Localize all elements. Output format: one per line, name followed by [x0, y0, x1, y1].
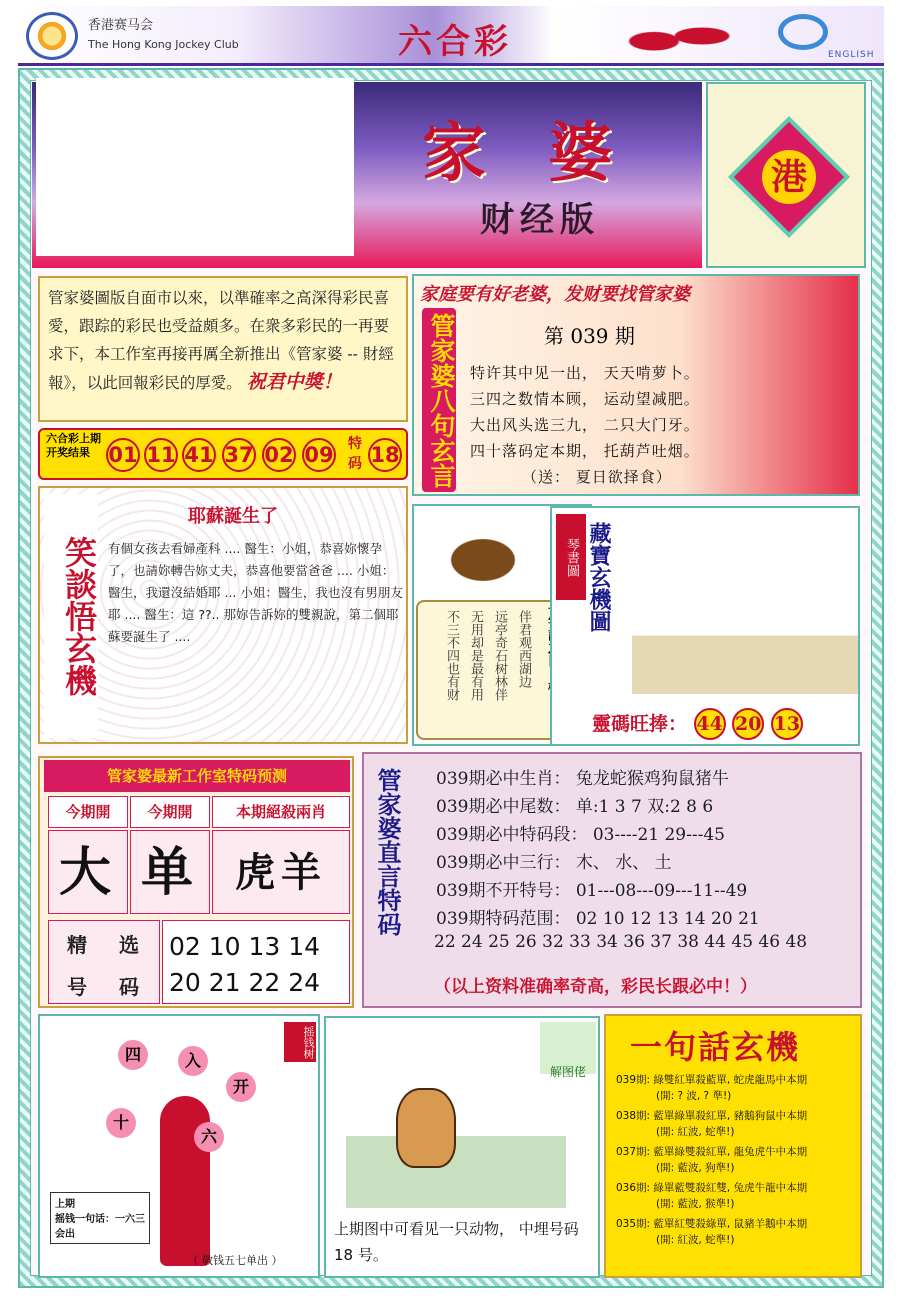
- special-label: 特码: [348, 436, 362, 472]
- cat-icon: [396, 1088, 456, 1168]
- hkjc-rings-icon[interactable]: [778, 14, 828, 50]
- lucky-ball: 44: [694, 708, 726, 740]
- select-char: 精: [67, 933, 87, 957]
- tree-icon: [160, 1096, 210, 1266]
- prediction-header: 本期絕殺兩肖: [212, 796, 350, 828]
- treasure-illustration: [632, 548, 858, 694]
- scroll-panel: [416, 600, 566, 740]
- jockey-club-logo-icon: [26, 12, 78, 60]
- sentence-item: 038期: 藍單綠單殺紅單, 豬鵝狗鼠中本期: [616, 1110, 808, 1122]
- page-title: 六合彩: [398, 22, 512, 62]
- header-bar: [18, 6, 884, 66]
- sentence-item: (開: 紅波, 蛇準!): [656, 1126, 735, 1138]
- banner-subtitle: 财经版: [480, 200, 600, 240]
- org-name-en: The Hong Kong Jockey Club: [88, 38, 239, 51]
- joke-panel: [38, 486, 408, 744]
- blank-panel: [36, 78, 354, 256]
- sentence-item: (開: 藍波, 狗準!): [656, 1162, 735, 1174]
- tree-fruit: 四: [118, 1040, 148, 1070]
- poem-line: 四十落码定本期， 托葫芦吐烟。: [470, 442, 700, 460]
- number-row: 20 21 22 24: [169, 968, 321, 997]
- prediction-big: 大: [48, 830, 128, 914]
- selected-numbers: [162, 920, 350, 1004]
- poem-line: 三四之数情本顾， 运动望减肥。: [470, 390, 700, 408]
- intro-text: 管家婆圖版自面市以來，以準確率之高深得彩民喜愛，跟踪的彩民也受益頗多。在衆多彩民的一再要求下，本工作室再接再厲全新推出《管家婆 -- 財經報》，以此回報彩民的厚愛。: [48, 289, 394, 392]
- sentence-item: 036期: 綠單藍雙殺紅雙, 兔虎牛龍中本期: [616, 1182, 808, 1194]
- tree-fruit: 十: [106, 1108, 136, 1138]
- lantern-char: 港: [762, 150, 816, 204]
- sentence-item: (開: ? 波, ? 準!): [656, 1090, 732, 1102]
- racehorse-icon: [428, 524, 538, 584]
- poem-line: 特许其中见一出， 天天啃萝卜。: [470, 364, 700, 382]
- sentence-item: 039期: 綠雙紅單殺藍單, 蛇虎龍馬中本期: [616, 1074, 808, 1086]
- result-ball: 01: [106, 438, 140, 472]
- horses-icon: [618, 10, 738, 62]
- lucky-numbers: [592, 708, 803, 740]
- tree-fruit: 六: [194, 1122, 224, 1152]
- prediction-kill-zodiac: 虎羊: [212, 830, 350, 914]
- result-ball: 11: [144, 438, 178, 472]
- lantern-panel: [706, 82, 866, 268]
- poem-panel: [412, 274, 860, 496]
- direct-row: 22 24 25 26 32 33 34 36 37 38 44 45 46 48: [434, 932, 808, 952]
- sentence-item: 035期: 藍單紅雙殺綠單, 鼠豬羊鵝中本期: [616, 1218, 808, 1230]
- lucky-ball: 20: [732, 708, 764, 740]
- direct-row: 039期必中三行： 木、 水、 土: [436, 853, 672, 873]
- result-ball: 09: [302, 438, 336, 472]
- issue-number: 第 039 期: [544, 324, 635, 348]
- poem-vertical-title: 管家婆八句玄言: [422, 308, 456, 492]
- direct-row: 039期必中尾数： 单:1 3 7 双:2 8 6: [436, 797, 714, 817]
- scroll-column: 不三不四也有财: [444, 610, 459, 701]
- money-tree-panel: [38, 1014, 320, 1278]
- tree-fruit: 入: [178, 1046, 208, 1076]
- result-ball: 02: [262, 438, 296, 472]
- poem-header: 家庭要有好老婆，发财要找管家婆: [420, 284, 690, 305]
- treasure-vertical-title: 藏寶玄機圖: [586, 522, 612, 632]
- results-label: 六合彩上期开奖结果: [46, 432, 101, 459]
- prediction-title: 管家婆最新工作室特码预测: [44, 760, 350, 792]
- banner-name: 家 婆: [422, 116, 633, 191]
- puzzle-caption: 上期图中可看见一只动物， 中埋号码 18 号。: [334, 1220, 579, 1264]
- scroll-column: 伴君观西湖边: [516, 610, 531, 688]
- direct-panel: [362, 752, 862, 1008]
- english-link[interactable]: ENGLISH: [828, 50, 875, 60]
- title-banner: [32, 82, 702, 268]
- lucky-label: 靈碼旺捧：: [592, 713, 688, 735]
- last-issue-box: [50, 1192, 150, 1244]
- intro-panel: [38, 276, 408, 422]
- intro-blessing: 祝君中獎！: [246, 371, 342, 393]
- result-ball: 37: [222, 438, 256, 472]
- lucky-ball: 13: [771, 708, 803, 740]
- prediction-single: 单: [130, 830, 210, 914]
- last-results-bar: [38, 428, 408, 480]
- result-ball: 41: [182, 438, 216, 472]
- joke-body: 有個女孩去看婦產科 .... 醫生：小姐，恭喜妳懷孕了，也請妳轉告妳丈夫，恭喜他要當爸爸 .... 小姐：醫生，我還沒結婚耶 ... 小姐：醫生，我也沒有男朋友耶 .... 醫生：這 ??.. 那妳告訴妳的雙親說，第二個耶蘇要誕生了 ....: [108, 541, 403, 644]
- tree-bottom-text: （ 敬钱五七单出 ）: [187, 1254, 283, 1267]
- prediction-panel: [38, 756, 354, 1008]
- direct-row: 039期必中特码段： 03----21 29---45: [436, 825, 725, 845]
- select-char: 选: [119, 933, 139, 957]
- direct-row: 039期不开特号： 01---08---09---11--49: [436, 881, 748, 901]
- treasure-panel: [550, 506, 860, 746]
- direct-vertical-title: 管家婆直言特码: [373, 768, 402, 936]
- org-name-cn: 香港赛马会: [88, 18, 154, 33]
- joke-title: 耶蘇誕生了: [188, 506, 278, 527]
- prediction-header: 今期開: [48, 796, 128, 828]
- one-sentence-panel: [604, 1014, 862, 1278]
- select-char: 码: [119, 975, 139, 999]
- sentence-item: 037期: 藍單綠雙殺紅單, 龍兔虎牛中本期: [616, 1146, 808, 1158]
- select-char: 号: [67, 975, 87, 999]
- scroll-column: 无用却是最有用: [468, 610, 483, 701]
- number-row: 02 10 13 14: [169, 932, 321, 961]
- tree-fruit: 开: [226, 1072, 256, 1102]
- prediction-header: 今期開: [130, 796, 210, 828]
- poem-note: （送： 夏日欲择食）: [522, 468, 672, 486]
- special-ball: 18: [368, 438, 402, 472]
- poem-line: 大出风头选三九， 二只大门牙。: [470, 416, 700, 434]
- last-label: 上期: [55, 1199, 75, 1210]
- sentence-title: 一句話玄機: [630, 1028, 801, 1066]
- puzzle-picture-panel: [324, 1016, 600, 1278]
- scroll-column: 远亭奇石树林伴: [492, 610, 507, 701]
- direct-note: （以上资料准确率奇高，彩民长跟必中！）: [434, 977, 757, 997]
- treasure-ribbon: 琴書圖: [556, 514, 586, 600]
- tree-tag: 摇钱树: [284, 1022, 316, 1062]
- sentence-item: (開: 紅波, 蛇準!): [656, 1234, 735, 1246]
- landscape-illustration: [346, 1048, 566, 1208]
- sentence-item: (開: 藍波, 猴準!): [656, 1198, 735, 1210]
- direct-row: 039期特码范围： 02 10 12 13 14 20 21: [436, 909, 760, 929]
- joke-side-title: 笑談悟玄機: [44, 494, 98, 738]
- last-text: 摇钱一句话：一六三会出: [55, 1214, 145, 1240]
- solver-tag: 解图佬: [540, 1022, 596, 1074]
- select-label: [48, 920, 160, 1004]
- direct-row: 039期必中生肖： 兔龙蛇猴鸡狗鼠猪牛: [436, 769, 729, 789]
